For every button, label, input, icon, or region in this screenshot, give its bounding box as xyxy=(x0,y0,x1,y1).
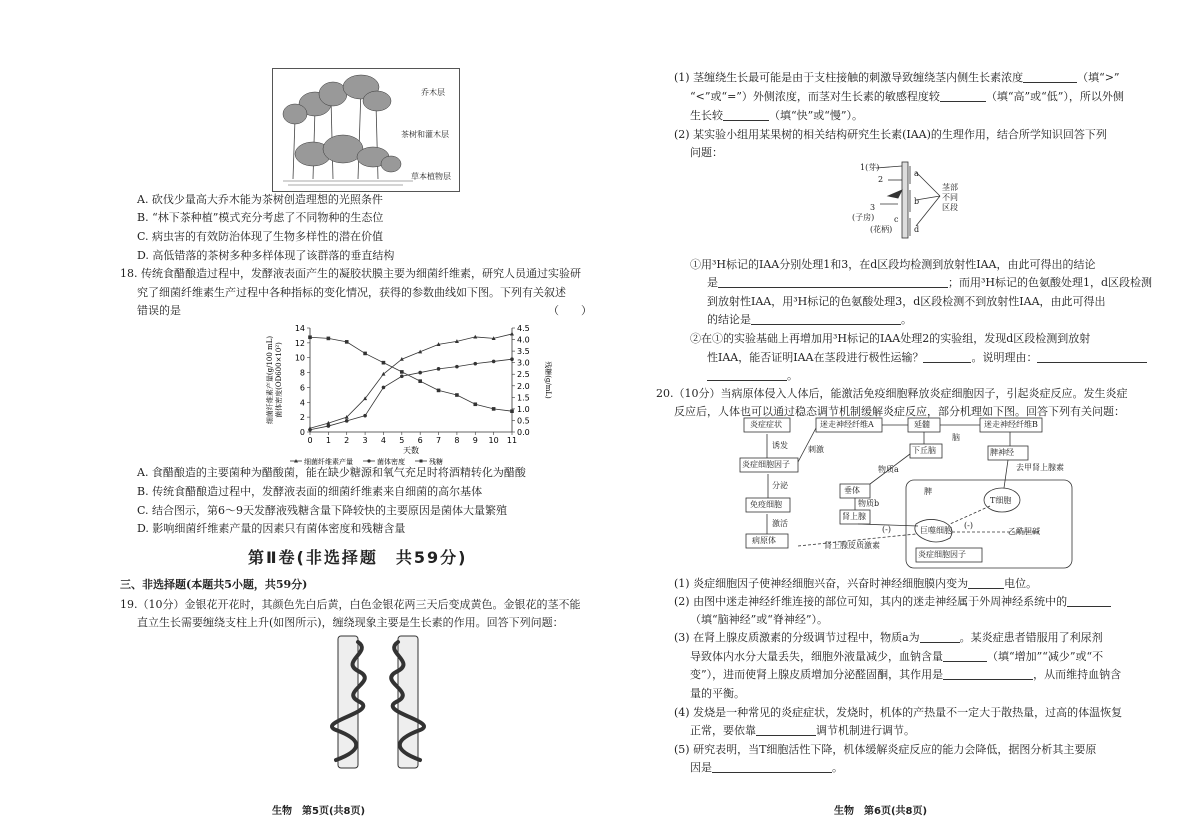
x-tick-label: 9 xyxy=(472,436,478,445)
data-point xyxy=(363,352,367,356)
answer-blank[interactable] xyxy=(707,368,787,381)
forest-label-shrub: 茶树和灌木层 xyxy=(401,130,449,139)
q20-item-3b: 导致体内水分大量丢失，细胞外液量减少，血钠含量 （填“增加”“减少”或“不 xyxy=(690,650,1104,663)
footer-right: 生物 第6页(共8页) xyxy=(834,806,928,817)
dg-wuzhi-a: 物质a xyxy=(878,465,899,474)
x-tick-label: 4 xyxy=(380,436,387,445)
dg-minus-2: (-) xyxy=(964,521,973,530)
data-point xyxy=(437,367,441,371)
dg-nao: 脑 xyxy=(952,433,960,442)
q18-line-1: 18. 传统食醋酿造过程中，发酵液表面产生的凝胶状膜主要为细菌纤维素，研究人员通过实验研 xyxy=(120,267,581,280)
q20-item-3d: 量的平衡。 xyxy=(690,687,745,700)
y-tick-label-left: 10 xyxy=(294,353,305,363)
data-point xyxy=(308,335,312,339)
forest-layer-figure xyxy=(272,68,460,192)
q17-option-b: B. “林下茶种植”模式充分考虑了不同物种的生态位 xyxy=(137,211,384,224)
dg-yixi: 乙酰胆碱 xyxy=(1008,527,1040,536)
q20-item-4: (4) 发烧是一种常见的炎症症状，发烧时，机体的产热量不一定大于散热量，过高的体温恢复 xyxy=(674,706,1123,719)
dg-mizouB: 迷走神经纤维B xyxy=(984,420,1038,429)
stem-label-a: a xyxy=(914,169,919,178)
stem-label-d: d xyxy=(914,225,920,234)
y-axis-label-left: 菌体密度(OD600×10²) xyxy=(275,342,283,418)
q20-line-2: 反应后，人体也可以通过稳态调节机制缓解炎症反应，部分机理如下图。回答下列有关问题： xyxy=(674,405,1125,418)
x-tick-label: 5 xyxy=(399,436,405,445)
q18-option-b: B. 传统食醋酿造过程中，发酵液表面的细菌纤维素来自细菌的高尔基体 xyxy=(137,485,483,498)
x-tick-label: 1 xyxy=(325,436,331,445)
answer-blank[interactable] xyxy=(756,723,816,736)
y-tick-label-left: 4 xyxy=(299,398,305,408)
dg-chuiti: 垂体 xyxy=(844,486,860,495)
q19-2-line-1: (2) 某实验小组用某果树的相关结构研究生长素(IAA)的生理作用，结合所学知识回答下列 xyxy=(674,128,1107,141)
data-point xyxy=(510,357,514,361)
answer-blank[interactable] xyxy=(1037,350,1147,363)
stem-label-bud: 1(芽) xyxy=(860,163,880,172)
answer-blank[interactable] xyxy=(1067,594,1111,607)
q19-1-line-2: “<”或“=”）外侧浓度，而茎对生长素的敏感程度较 （填“高”或“低”），所以外侧 xyxy=(690,90,1124,103)
answer-blank[interactable] xyxy=(943,649,987,662)
q19-2-1-line-2: 是 ；而用³H标记的色氨酸处理1，d区段检测 xyxy=(707,276,1153,289)
y-tick-label-left: 12 xyxy=(294,338,305,348)
answer-blank[interactable] xyxy=(920,630,960,643)
q19-line-1: 19.（10分）金银花开花时，其颜色先白后黄，白色金银花两三天后变成黄色。金银花的茎不能 xyxy=(120,598,581,611)
forest-label-herb: 草本植物层 xyxy=(411,172,451,181)
dg-pishen: 肾上腺皮质激素 xyxy=(824,541,880,550)
stem-label-part1: 茎部 xyxy=(942,183,958,192)
dg-minus-1: (-) xyxy=(882,525,891,534)
q18-option-c: C. 结合图示，第6～9天发酵液残糖含量下降较快的主要原因是菌体大量繁殖 xyxy=(137,504,508,517)
q19-line-2: 直立生长需要缠绕支柱上升(如图所示)，缠绕现象主要是生长素的作用。回答下列问题： xyxy=(137,616,564,629)
stem-label-part3: 区段 xyxy=(942,203,958,212)
legend-label: 残糖 xyxy=(429,458,443,466)
q19-2-2-line-3: 。 xyxy=(707,368,798,384)
q20-item-3: (3) 在肾上腺皮质激素的分级调节过程中，物质a为 。某炎症患者错服用了利尿剂 xyxy=(674,631,1103,644)
dg-pishenjing: 脾神经 xyxy=(990,448,1014,457)
y-tick-label-left: 2 xyxy=(299,413,305,423)
data-point xyxy=(327,337,331,341)
data-point xyxy=(308,428,312,432)
dg-yanzheng: 炎症症状 xyxy=(750,420,782,429)
data-point xyxy=(363,414,367,418)
stem-label-part2: 不同 xyxy=(942,193,958,202)
q19-2-1-line-3: 到放射性IAA，用³H标记的色氨酸处理3，d区段检测不到放射性IAA，由此可得出 xyxy=(707,295,1106,308)
answer-blank[interactable] xyxy=(968,576,1004,589)
x-tick-label: 7 xyxy=(435,436,442,445)
right-page xyxy=(600,0,1200,838)
stem-label-ovary: (子房) xyxy=(852,213,875,222)
y-axis-label-right: 残糖(g/mL) xyxy=(544,361,552,399)
x-axis-label: 天数 xyxy=(403,446,419,455)
y-tick-label-right: 3.0 xyxy=(517,358,530,368)
legend-label: 细菌纤维素产量 xyxy=(304,458,353,466)
data-point xyxy=(327,424,331,428)
answer-blank[interactable] xyxy=(723,108,769,121)
data-point xyxy=(455,365,459,369)
answer-blank[interactable] xyxy=(943,667,1033,680)
stem-segment-figure xyxy=(852,160,1018,240)
x-tick-label: 0 xyxy=(307,436,313,445)
q19-2-1-line-1: ①用³H标记的IAA分别处理1和3，在d区段均检测到放射性IAA，由此可得出的结论 xyxy=(690,258,1096,271)
forest-label-tree: 乔木层 xyxy=(421,88,445,97)
dg-jihuo: 激活 xyxy=(772,519,788,528)
answer-blank[interactable] xyxy=(751,312,901,325)
q17-option-a: A. 砍伐少量高大乔木能为茶树创造理想的光照条件 xyxy=(137,193,383,206)
legend-marker xyxy=(420,460,423,463)
dg-jushi: 巨噬细胞 xyxy=(920,526,952,535)
data-point xyxy=(437,389,441,393)
section-title: 第Ⅱ卷(非选择题 共59分) xyxy=(248,548,468,567)
y-axis-label-left: 细菌纤维素产量(g/100 mL) xyxy=(266,335,274,425)
y-tick-label-right: 4.5 xyxy=(517,324,530,333)
q18-option-d: D. 影响细菌纤维素产量的因素只有菌体密度和残糖含量 xyxy=(137,522,406,535)
x-tick-label: 11 xyxy=(506,436,518,445)
q19-2-2-line-2: 性IAA，能否证明IAA在茎段进行极性运输？ 。说明理由： xyxy=(707,350,1147,366)
q20-item-1: (1) 炎症细胞因子使神经细胞兴奋，兴奋时神经细胞膜内变为 电位。 xyxy=(674,577,1038,590)
q19-1-line-1: (1) 茎缠绕生长最可能是由于支柱接触的刺激导致缠绕茎内侧生长素浓度 （填“>” xyxy=(674,71,1120,84)
stem-label-c: c xyxy=(894,215,899,224)
data-point xyxy=(400,370,404,374)
q18-line-2: 究了细菌纤维素生产过程中各种指标的变化情况，获得的参数曲线如下图。下列有关叙述 xyxy=(137,286,566,299)
y-tick-label-right: 0.5 xyxy=(517,416,530,426)
dg-xiaqiunao: 下丘脑 xyxy=(912,446,936,455)
q19-2-line-2: 问题： xyxy=(690,146,723,159)
y-tick-label-right: 1.5 xyxy=(517,393,530,403)
y-tick-label-left: 6 xyxy=(299,383,305,393)
data-point xyxy=(492,407,496,411)
dg-pi: 脾 xyxy=(924,487,932,496)
dg-wuzhi-b: 物质b xyxy=(858,499,880,508)
diagram-lines xyxy=(738,414,1078,572)
y-tick-label-right: 0.0 xyxy=(517,428,530,437)
dg-shenshang: 肾上腺 xyxy=(842,512,866,521)
answer-blank[interactable] xyxy=(940,89,986,102)
q20-item-4b: 正常，要依靠 调节机制进行调节。 xyxy=(690,724,915,737)
data-point xyxy=(473,362,477,366)
data-point xyxy=(382,361,386,365)
dg-bingyuan: 病原体 xyxy=(752,536,776,545)
data-point xyxy=(473,402,477,406)
y-tick-label-right: 1.0 xyxy=(517,404,530,414)
footer-left: 生物 第5页(共8页) xyxy=(272,806,366,817)
data-point xyxy=(492,360,496,364)
stem-label-b: b xyxy=(914,197,920,206)
stem-label-2: 2 xyxy=(878,175,884,184)
q20-item-2b: （填“脑神经”或“脊神经”）。 xyxy=(690,613,828,626)
twining-stem-figure xyxy=(318,632,458,772)
dg-yinzi: 炎症细胞因子 xyxy=(742,460,790,469)
x-tick-label: 10 xyxy=(488,436,499,445)
x-tick-label: 2 xyxy=(344,436,350,445)
dg-mizouA: 迷走神经纤维A xyxy=(820,420,874,429)
data-point xyxy=(345,419,349,423)
stem-label-pedicel: (花柄) xyxy=(870,225,893,234)
dg-mianyi: 免疫细胞 xyxy=(750,500,782,509)
data-point xyxy=(418,379,422,383)
q18-answer-paren: （ ） xyxy=(548,304,592,317)
dg-fenmi: 分泌 xyxy=(772,481,788,490)
data-point xyxy=(510,332,514,336)
dg-cijie: 刺激 xyxy=(808,445,824,454)
x-tick-label: 6 xyxy=(417,436,423,445)
data-point xyxy=(400,374,404,378)
q20-line-1: 20.（10分）当病原体侵入人体后，能激活免疫细胞释放炎症细胞因子，引起炎症反应。发生炎症 xyxy=(656,387,1128,400)
q20-item-5: (5) 研究表明，当T细胞活性下降，机体缓解炎症反应的能力会降低，据图分析其主要原 xyxy=(674,743,1097,756)
y-tick-label-right: 3.5 xyxy=(517,347,530,357)
data-point xyxy=(382,386,386,390)
series-line-0 xyxy=(310,334,512,428)
y-tick-label-left: 0 xyxy=(299,428,305,437)
answer-blank[interactable] xyxy=(712,760,832,773)
q17-option-c: C. 病虫害的有效防治体现了生物多样性的潜在价值 xyxy=(137,230,384,243)
legend-label: 菌体密度 xyxy=(377,458,405,466)
y-tick-label-right: 4.0 xyxy=(517,335,530,345)
data-point xyxy=(418,371,422,375)
dg-yanzheng-yinzi: 炎症细胞因子 xyxy=(918,550,966,559)
q19-1-line-3: 生长较 （填“快”或“慢”）。 xyxy=(690,109,863,122)
q20-item-5b: 因是 。 xyxy=(690,761,843,774)
q20-item-3c: 变”），进而使肾上腺皮质增加分泌醛固酮，其作用是 ，从而维持血钠含 xyxy=(690,668,1122,681)
answer-blank[interactable] xyxy=(923,350,971,363)
x-tick-label: 3 xyxy=(362,436,368,445)
q18-option-a: A. 食醋酿造的主要菌种为醋酸菌，能在缺少糖源和氧气充足时将酒精转化为醋酸 xyxy=(137,466,526,479)
inflammation-regulation-diagram xyxy=(738,414,1078,572)
q18-line-3: 错误的是 xyxy=(137,304,181,317)
section-subtitle: 三、非选择题(本题共5小题，共59分) xyxy=(120,578,308,591)
q17-option-d: D. 高低错落的茶树多种多样体现了该群落的垂直结构 xyxy=(137,249,395,262)
dg-tcell: T细胞 xyxy=(990,496,1012,505)
q19-2-1-line-4: 的结论是 。 xyxy=(707,313,912,326)
data-point xyxy=(473,335,477,339)
answer-blank[interactable] xyxy=(718,275,948,288)
data-point xyxy=(455,393,459,397)
legend-marker xyxy=(367,459,370,462)
y-tick-label-right: 2.5 xyxy=(517,370,530,380)
x-tick-label: 8 xyxy=(454,436,460,445)
data-point xyxy=(345,340,349,344)
data-point xyxy=(510,409,514,413)
answer-blank[interactable] xyxy=(1023,70,1077,83)
dg-yansui: 延髓 xyxy=(914,420,930,429)
y-tick-label-left: 8 xyxy=(299,368,305,378)
dg-youfa: 诱发 xyxy=(772,441,788,450)
stem-label-3: 3 xyxy=(870,203,876,212)
q19-2-2-line-1: ②在①的实验基础上再增加用³H标记的IAA处理2的实验组，发现d区段检测到放射 xyxy=(690,332,1091,345)
q20-item-2: (2) 由图中迷走神经纤维连接的部位可知，其内的迷走神经属于外周神经系统中的 xyxy=(674,594,1111,610)
y-tick-label-right: 2.0 xyxy=(517,381,530,391)
y-tick-label-left: 14 xyxy=(294,324,305,333)
dg-qujia: 去甲肾上腺素 xyxy=(1016,463,1064,472)
bacterial-cellulose-chart xyxy=(262,320,562,466)
